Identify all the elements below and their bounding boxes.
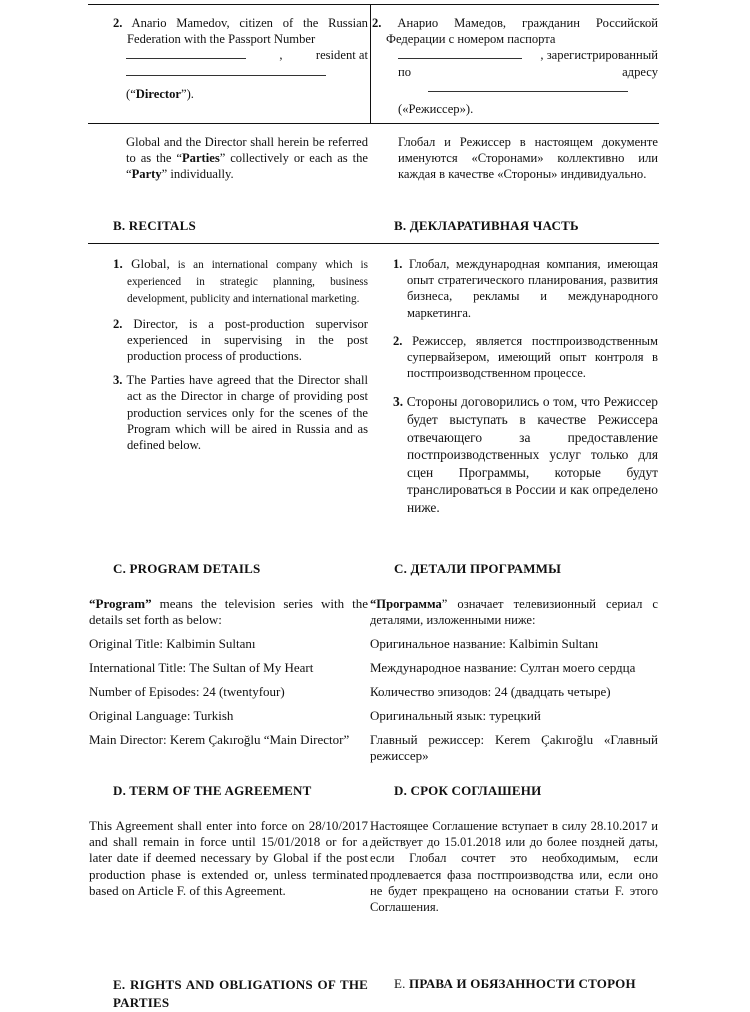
program-intro-en: “Program” means the television series with the details set forth as below: <box>89 596 368 628</box>
recital-ru-3: 3. Стороны договорились о том, что Режиссер будет выступать в качестве Режиссера отвечающего за предоставление постпроизводственных услуг только для сцен Программы, которые будут транслироваться в России и как определено ниже. <box>393 394 658 515</box>
program-row-ru: Главный режиссер: Kerem Çakıroğlu «Главный режиссер» <box>370 732 658 764</box>
section-c-heading-ru: С. ДЕТАЛИ ПРОГРАММЫ <box>394 561 562 576</box>
address-blank <box>126 64 326 76</box>
section-e-heading-ru: Е. ПРАВА И ОБЯЗАННОСТИ СТОРОН <box>394 976 636 991</box>
recitals-en <box>113 256 368 453</box>
section-b-rule <box>88 243 659 244</box>
program-row-ru: Международное название: Султан моего сердца <box>370 660 636 675</box>
program-row-en: Main Director: Kerem Çakıroğlu “Main Director” <box>89 732 350 747</box>
recital-en-3: 3. The Parties have agreed that the Director shall act as the Director in charge of providing post production services only for the scenes of the Program which will be aired in Russia and as defined below. <box>113 373 368 453</box>
program-row-ru: Оригинальный язык: турецкий <box>370 708 541 723</box>
director-term: Director <box>135 86 182 101</box>
section-e-heading-en: E. RIGHTS AND OBLIGATIONS OF THE PARTIES <box>113 977 368 1010</box>
party2-ru-registered: , зарегистрированный <box>540 48 658 63</box>
term-en: This Agreement shall enter into force on 28/10/2017 and shall remain in force until 15/01/2018 or for a later date if deemed necessary by Global if the post production phase is extended or, unless terminated based on Article F. of this Agreement. <box>89 818 368 898</box>
column-divider-top <box>370 4 371 124</box>
recital-en-1: 1. Global, is an international company which is experienced in strategic planning, business development, publicity and international marketing. <box>113 256 368 306</box>
address-blank-ru <box>428 80 628 92</box>
program-row-en: Original Language: Turkish <box>89 708 234 723</box>
party2-ru-name: Анарио Мамедов, гражданин Российской Федерации с номером паспорта <box>386 16 659 47</box>
party2-ru-director: («Режиссер»). <box>398 102 474 117</box>
parties-clause-en: Global and the Director shall herein be referred to as the “Parties” collectively or each as the “Party” individually. <box>126 135 368 182</box>
parties-clause-ru: Глобал и Режиссер в настоящем документе именуются «Сторонами» коллективно или каждая в качестве «Стороны» индивидуально. <box>398 135 658 182</box>
section-b-heading-en: B. RECITALS <box>113 218 196 233</box>
term-ru: Настоящее Соглашение вступает в силу 28.10.2017 и действует до 15.01.2018 или до более поздней даты, если Глобал сочтет это необходимым, если продлевается фаза постпроизводства или, если оно не будет прекращено на основании статьи F. этого Соглашения. <box>370 819 658 915</box>
program-row-en: International Title: The Sultan of My Heart <box>89 660 314 675</box>
program-row-en: Original Title: Kalbimin Sultanı <box>89 636 256 651</box>
parties-term: Parties <box>181 151 220 166</box>
party2-ru: 2. Анарио Мамедов, гражданин Российской Федерации с номером паспорта , зарегистрированный по адресу («Режиссер»). <box>372 16 659 117</box>
program-row-ru: Количество эпизодов: 24 (двадцать четыре) <box>370 684 611 699</box>
party2-en: 2. Anario Mamedov, citizen of the Russian Federation with the Passport Number , resident at (“Director”). <box>113 16 368 101</box>
section-d-heading-ru: D. СРОК СОГЛАШЕНИ <box>394 783 542 798</box>
party2-number: 2. <box>113 16 123 30</box>
party2-ru-address: по адресу <box>398 64 658 79</box>
program-term: “Program” <box>89 596 152 611</box>
top-rule <box>88 4 659 5</box>
passport-blank <box>126 47 246 59</box>
section-d-heading-en: D. TERM OF THE AGREEMENT <box>113 783 312 798</box>
quote-close: ”). <box>181 86 194 101</box>
quote-open: (“ <box>126 86 136 101</box>
recitals-ru <box>393 256 658 517</box>
party2-en-name: Anario Mamedov, citizen of the Russian Federation with the Passport Number <box>127 16 368 47</box>
party-rule <box>88 123 659 124</box>
section-b-heading-ru: В. ДЕКЛАРАТИВНАЯ ЧАСТЬ <box>394 218 579 233</box>
recital-ru-2: 2. Режиссер, является постпроизводственным супервайзером, имеющий опыт контроля в постпроизводственном процессе. <box>393 333 658 381</box>
recital-en-2: 2. Director, is a post-production supervisor experienced in supervising in the post production process of productions. <box>113 316 368 364</box>
passport-blank-ru <box>398 47 522 59</box>
section-c-heading-en: C. PROGRAM DETAILS <box>113 561 261 576</box>
program-term-ru: “Программа <box>370 597 442 611</box>
program-intro-ru: “Программа” означает телевизионный сериал с деталями, изложенными ниже: <box>370 597 658 628</box>
recital-ru-1: 1. Глобал, международная компания, имеющая опыт стратегического планирования, развития бизнеса, рекламы и международного маркетинга. <box>393 257 658 320</box>
party2-en-resident: resident at <box>315 48 368 63</box>
party-term: Party <box>131 167 162 182</box>
program-row-ru: Оригинальное название: Kalbimin Sultanı <box>370 636 599 651</box>
program-row-en: Number of Episodes: 24 (twentyfour) <box>89 684 285 699</box>
